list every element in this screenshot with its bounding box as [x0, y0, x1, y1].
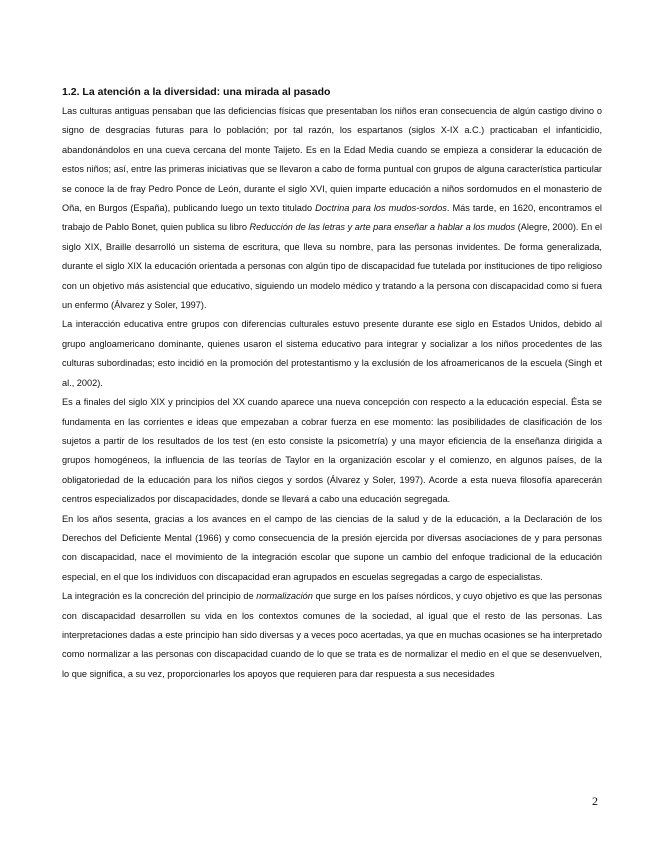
document-page [62, 84, 602, 684]
italic-title: Doctrina para los mudos-sordos [315, 203, 447, 214]
paragraph [62, 587, 602, 684]
italic-title: Reducción de las letras y arte para enseñar a hablar a los mudos [249, 222, 516, 233]
text-run: . Más tarde, en 1620, encontramos el trabajo de Pablo Bonet, quien publica su libro [62, 203, 602, 233]
paragraph [62, 315, 602, 393]
section-heading: 1.2. La atención a la diversidad: una mirada al pasado [62, 86, 331, 98]
page-number: 2 [592, 794, 598, 808]
text-run: que surge en los países nórdicos, y cuyo objetivo es que las personas con discapacidad desarrollen su vida en los contextos comunes de la sociedad, al igual que el resto de las personas. Las interpretaciones dadas a este principio han sido diversas y a veces poco acertadas, ya que en muchas ocasiones se ha interpretado como normalizar a las personas con discapacidad cuando de lo que se trata es de normalizar el medio en el que se desenvuelven, lo que significa, a su vez, proporcionarles los apoyos que requieren para dar respuesta a sus necesidades [62, 591, 602, 679]
body-text [62, 102, 602, 684]
text-run: En los años sesenta, gracias a los avances en el campo de las ciencias de la salud y de la educación, a la Declaración de los Derechos del Deficiente Mental (1966) y como consecuencia de la presión ejercida por diversas asociaciones de y para personas con discapacidad, nace el movimiento de la integración escolar que supone un cambio del enfoque tradicional de la educación especial, en el que los individuos con discapacidad eran agrupados en escuelas segregadas a cargo de especialistas. [62, 513, 602, 582]
paragraph [62, 510, 602, 588]
text-run: La integración es la concreción del principio de [62, 591, 257, 602]
text-run: Las culturas antiguas pensaban que las deficiencias físicas que presentaban los niños eran consecuencia de algún castigo divino o signo de desgracias futuras para lo población; por tal razón, los espartanos (siglos X-IX a.C.) practicaban el infanticidio, abandonándolos en una cueva cercana del monte Taijeto. Es en la Edad Media cuando se empieza a considerar la educación de estos niños; así, entre las primeras iniciativas que se llevaron a cabo de forma puntual con grupos de alguna característica particular se conoce la de fray Pedro Ponce de León, durante el siglo XVI, quien imparte educación a niños sordomudos en el monasterio de Oña, en Burgos (España), publicando luego un texto titulado [62, 106, 602, 214]
paragraph [62, 393, 602, 509]
text-run: La interacción educativa entre grupos con diferencias culturales estuvo presente durante ese siglo en Estados Unidos, debido al grupo angloamericano dominante, quienes usaron el sistema educativo para integrar y socializar a los niños procedentes de las culturas subordinadas; esto incidió en la promoción del protestantismo y la exclusión de los afroamericanos de la escuela (Singh et al., 2002). [62, 319, 602, 388]
italic-title: normalización [256, 591, 313, 602]
text-run: (Alegre, 2000). En el siglo XIX, Braille desarrolló un sistema de escritura, que lleva su nombre, para las personas invidentes. De forma generalizada, durante el siglo XIX la educación orientada a personas con algún tipo de discapacidad fue tutelada por instituciones de tipo religioso con un objetivo más asistencial que educativo, siguiendo un modelo médico y tratando a la persona con discapacidad como si fuera un enfermo (Álvarez y Soler, 1997). [62, 222, 602, 311]
paragraph [62, 102, 602, 315]
text-run: Es a finales del siglo XIX y principios del XX cuando aparece una nueva concepción con respecto a la educación especial. Ésta se fundamenta en las corrientes e ideas que empezaban a cobrar fuerza en ese momento: las posibilidades de clasificación de los sujetos a partir de los resultados de los test (en esto consiste la psicometría) y una mayor eficiencia de la enseñanza dirigida a grupos homogéneos, la influencia de las teorías de Taylor en la organización escolar y el comienzo, en algunos países, de la obligatoriedad de la educación para los niños ciegos y sordos (Álvarez y Soler, 1997). Acorde a esta nueva filosofía aparecerán centros especializados por discapacidades, donde se llevará a cabo una educación segregada. [62, 397, 602, 505]
